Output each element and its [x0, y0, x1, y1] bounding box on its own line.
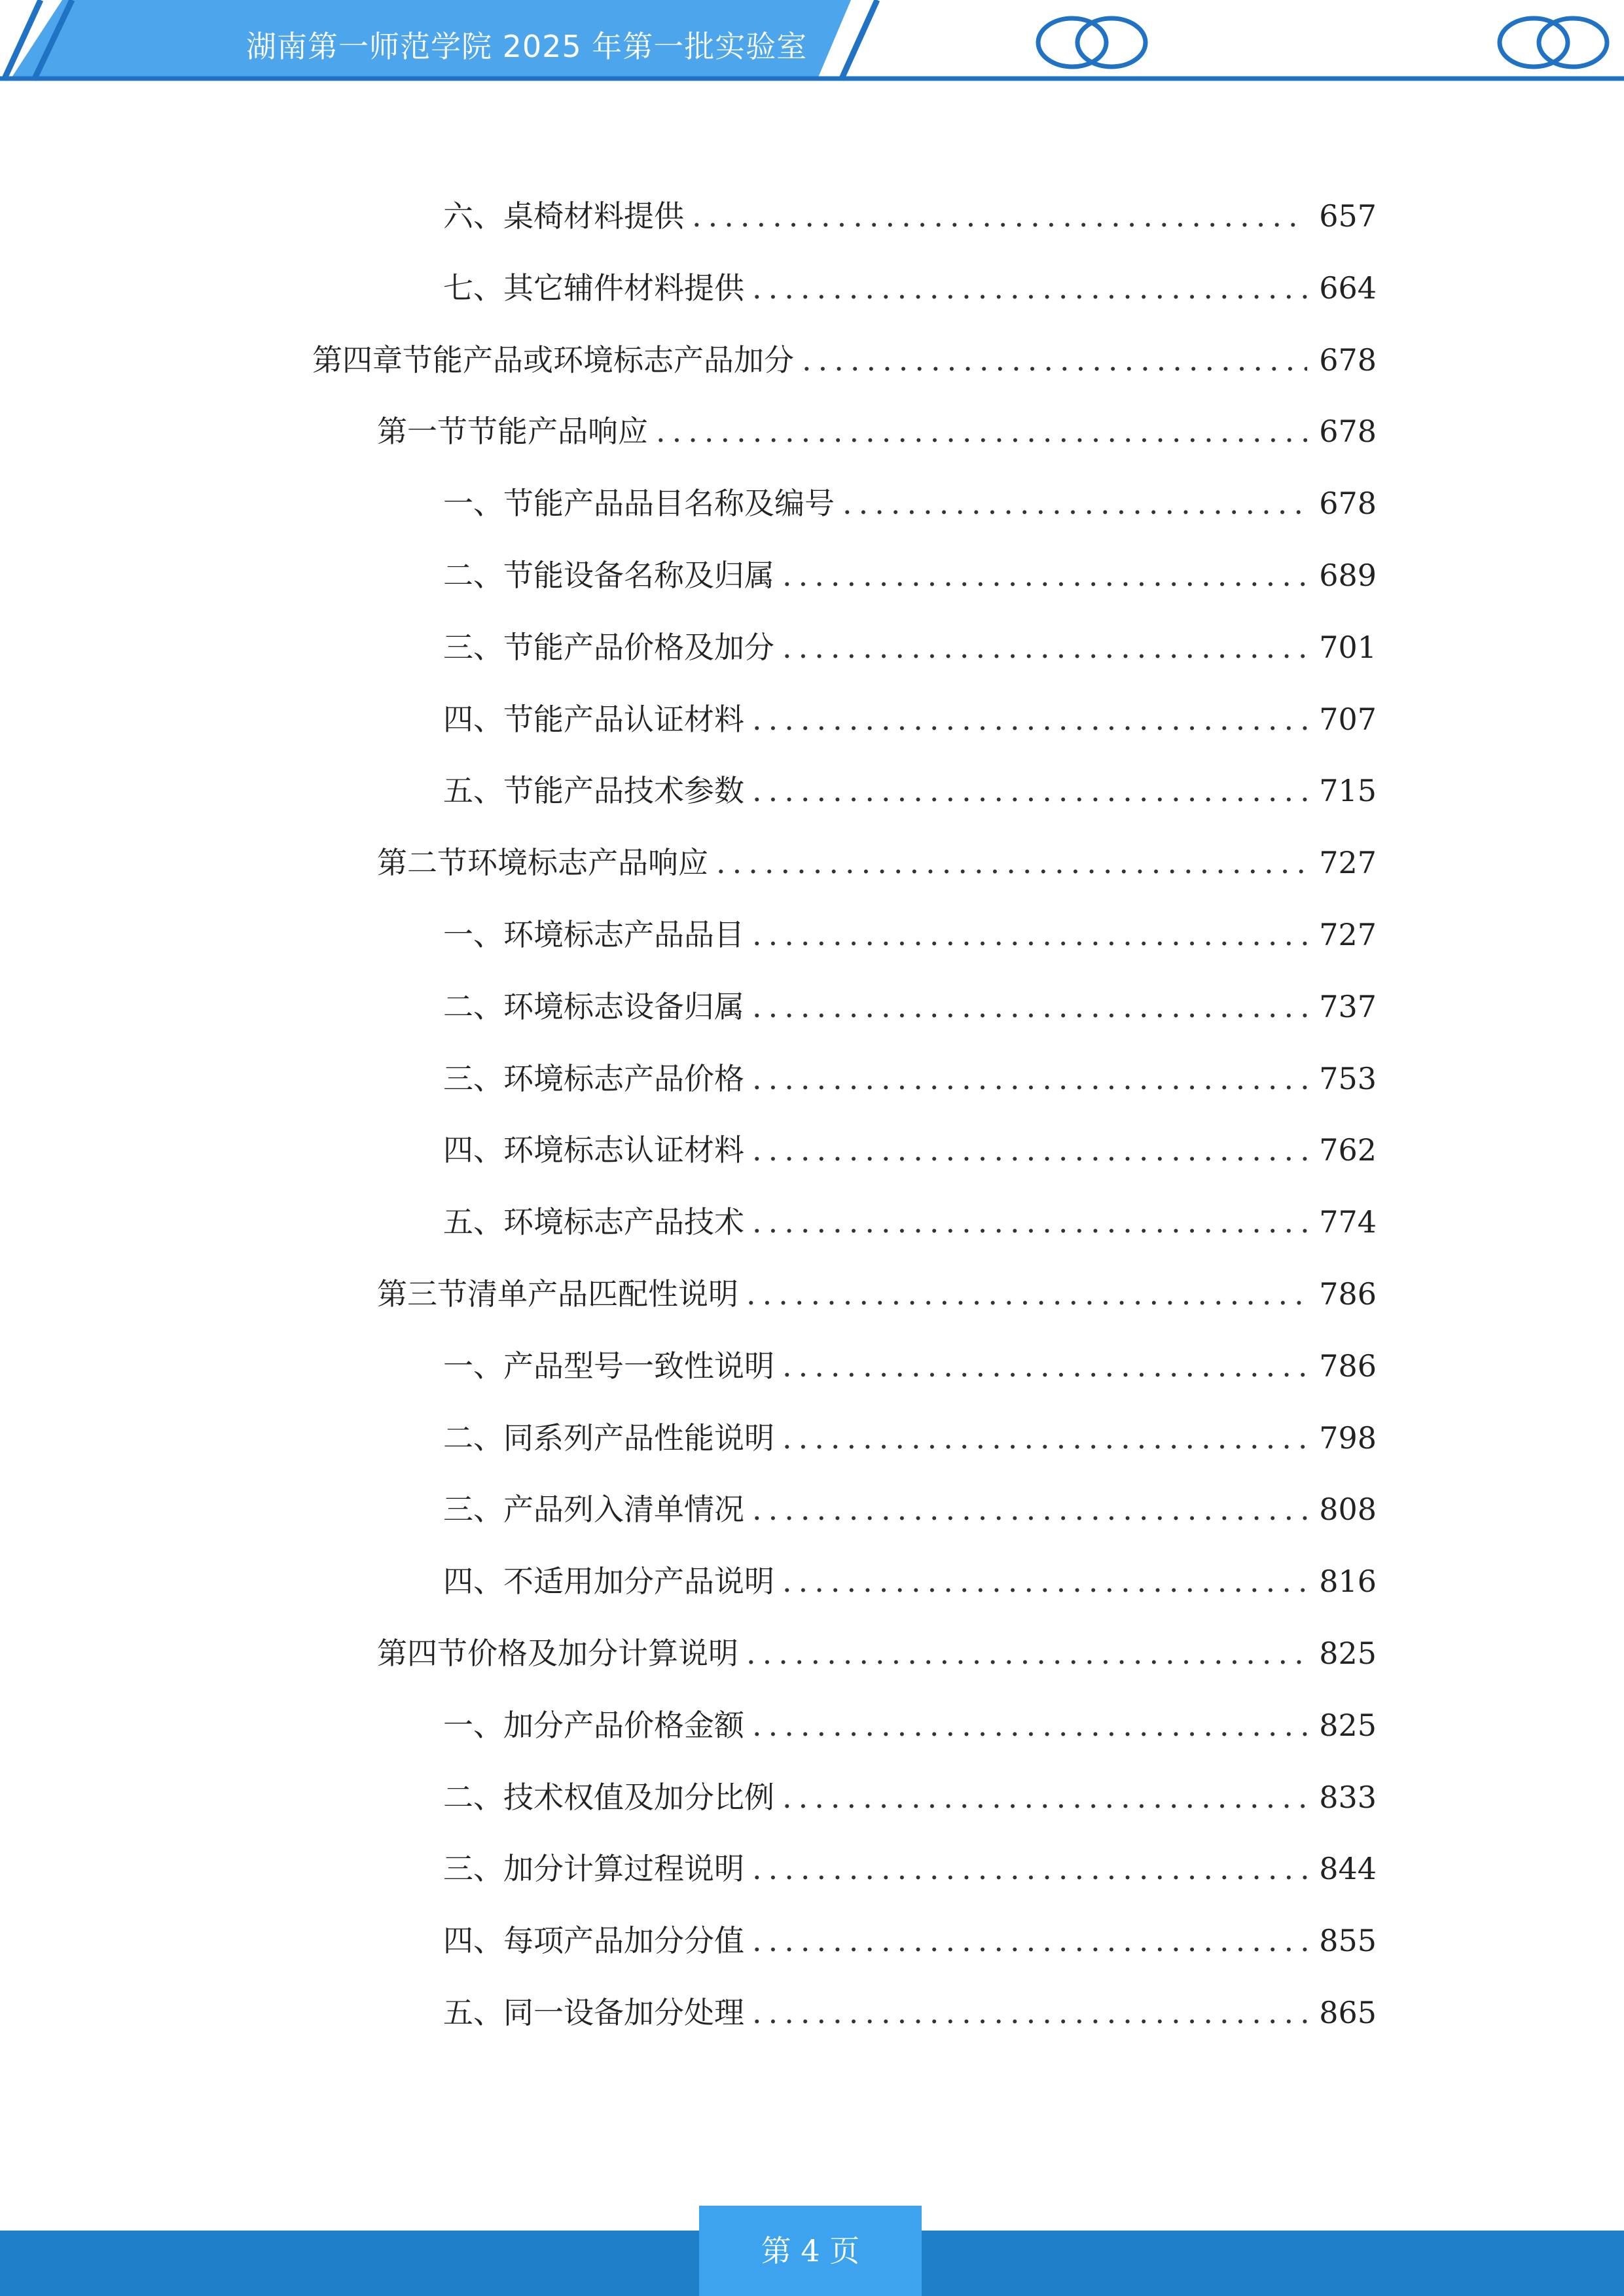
toc-entry-title: 技术权值及加分比例: [503, 1780, 774, 1815]
toc-entry-page: 865: [1319, 1995, 1377, 2030]
toc-entry-page: 774: [1319, 1204, 1377, 1240]
toc-dot-leader: [782, 1412, 1307, 1464]
toc-dot-leader: [752, 1483, 1307, 1535]
toc-entry[interactable]: [443, 1483, 1377, 1535]
toc-entry-page: 753: [1319, 1061, 1377, 1096]
toc-dot-leader: [752, 1124, 1307, 1176]
toc-entry-title: 桌椅材料提供: [503, 198, 684, 234]
toc-dot-leader: [752, 980, 1307, 1033]
toc-entry-title: 节能设备名称及归属: [503, 558, 774, 593]
toc-entry-number: 四、: [443, 1132, 503, 1168]
toc-entry-number: 四、: [443, 1923, 503, 1958]
toc-entry-number: 第二节: [377, 845, 467, 880]
toc-entry-title: 环境标志产品技术: [503, 1204, 744, 1240]
toc-entry[interactable]: [443, 908, 1377, 961]
toc-entry[interactable]: [377, 1268, 1377, 1320]
toc-entry[interactable]: [443, 190, 1377, 242]
toc-entry-title: 节能产品认证材料: [503, 702, 744, 737]
toc-entry[interactable]: [443, 621, 1377, 673]
toc-entry-page: 786: [1319, 1276, 1377, 1312]
toc-entry-number: 五、: [443, 1995, 503, 2030]
toc-entry-page: 833: [1319, 1780, 1377, 1815]
toc-entry-page: 808: [1319, 1492, 1377, 1527]
toc-dot-leader: [802, 334, 1307, 386]
toc-entry-page: 737: [1319, 989, 1377, 1024]
toc-entry-number: 四、: [443, 1564, 503, 1599]
toc-entry-number: 一、: [443, 917, 503, 952]
toc-entry-page: 678: [1319, 342, 1377, 378]
toc-entry-page: 816: [1319, 1564, 1377, 1599]
toc-entry-number: 第三节: [377, 1276, 467, 1312]
toc-entry-page: 715: [1319, 773, 1377, 808]
toc-entry-title: 其它辅件材料提供: [503, 270, 744, 306]
toc-entry-page: 689: [1319, 558, 1377, 593]
toc-dot-leader: [692, 190, 1307, 242]
toc-dot-leader: [716, 836, 1307, 889]
toc-entry-title: 节能产品价格及加分: [503, 630, 774, 665]
toc-entry-page: 844: [1319, 1851, 1377, 1886]
toc-entry-page: 727: [1319, 917, 1377, 952]
toc-dot-leader: [782, 621, 1307, 673]
toc-entry[interactable]: [443, 1340, 1377, 1392]
toc-entry-title: 节能产品响应: [467, 414, 648, 449]
toc-dot-leader: [782, 1771, 1307, 1823]
toc-entry-title: 不适用加分产品说明: [503, 1564, 774, 1599]
toc-entry-page: 678: [1319, 414, 1377, 449]
toc-entry-number: 三、: [443, 630, 503, 665]
toc-entry-number: 二、: [443, 1780, 503, 1815]
toc-entry[interactable]: [443, 1986, 1377, 2039]
toc-entry-number: 四、: [443, 702, 503, 737]
toc-entry-page: 825: [1319, 1636, 1377, 1671]
toc-entry-page: 707: [1319, 702, 1377, 737]
toc-entry[interactable]: [443, 1699, 1377, 1751]
toc-entry-title: 环境标志产品价格: [503, 1061, 744, 1096]
toc-entry[interactable]: [443, 549, 1377, 601]
toc-entry-number: 七、: [443, 270, 503, 306]
toc-dot-leader: [752, 1986, 1307, 2039]
toc-entry[interactable]: [443, 262, 1377, 314]
toc-dot-leader: [656, 405, 1307, 457]
toc-entry[interactable]: [443, 1914, 1377, 1967]
toc-entry[interactable]: [377, 836, 1377, 889]
toc-entry-number: 三、: [443, 1061, 503, 1096]
toc-entry-title: 产品型号一致性说明: [503, 1348, 774, 1384]
toc-dot-leader: [752, 693, 1307, 745]
toc-entry-page: 727: [1319, 845, 1377, 880]
toc-entry-page: 678: [1319, 486, 1377, 521]
toc-entry-number: 一、: [443, 486, 503, 521]
toc-entry-page: 786: [1319, 1348, 1377, 1384]
toc-dot-leader: [746, 1268, 1307, 1320]
toc-entry-page: 664: [1319, 270, 1377, 306]
toc-entry[interactable]: [443, 980, 1377, 1033]
toc-entry[interactable]: [443, 1196, 1377, 1248]
toc-entry[interactable]: [443, 1771, 1377, 1823]
toc-entry-page: 657: [1319, 198, 1377, 234]
toc-dot-leader: [752, 262, 1307, 314]
toc-entry-title: 环境标志产品品目: [503, 917, 744, 952]
toc-dot-leader: [782, 1340, 1307, 1392]
toc-entry-number: 六、: [443, 198, 503, 234]
page-header: [0, 0, 1624, 85]
header-rings-icon: [1034, 14, 1152, 71]
toc-entry-title: 加分产品价格金额: [503, 1708, 744, 1743]
toc-entry-title: 环境标志认证材料: [503, 1132, 744, 1168]
toc-entry-title: 环境标志产品响应: [467, 845, 708, 880]
page-number: 第 4 页: [699, 2206, 922, 2296]
toc-entry-title: 加分计算过程说明: [503, 1851, 744, 1886]
toc-entry-page: 798: [1319, 1420, 1377, 1456]
toc-entry-number: 五、: [443, 1204, 503, 1240]
toc-entry-title: 节能产品技术参数: [503, 773, 744, 808]
toc-entry[interactable]: [443, 1555, 1377, 1607]
toc-entry-number: 第一节: [377, 414, 467, 449]
toc-entry-title: 每项产品加分分值: [503, 1923, 744, 1958]
toc-dot-leader: [752, 1052, 1307, 1105]
header-title: 湖南第一师范学院 2025 年第一批实验室: [246, 29, 808, 64]
toc-entry[interactable]: [377, 405, 1377, 457]
toc-entry-page: 825: [1319, 1708, 1377, 1743]
toc-dot-leader: [752, 1196, 1307, 1248]
toc-entry-page: 701: [1319, 630, 1377, 665]
header-rings-icon-right: [1496, 14, 1614, 71]
toc-entry-title: 清单产品匹配性说明: [467, 1276, 738, 1312]
toc-entry[interactable]: [443, 1124, 1377, 1176]
toc-entry[interactable]: [443, 477, 1377, 529]
toc-dot-leader: [752, 1842, 1307, 1895]
toc-dot-leader: [782, 1555, 1307, 1607]
toc-dot-leader: [782, 549, 1307, 601]
toc-entry-title: 价格及加分计算说明: [467, 1636, 738, 1671]
toc-entry-page: 855: [1319, 1923, 1377, 1958]
toc-entry[interactable]: [443, 693, 1377, 745]
toc-entry-page: 762: [1319, 1132, 1377, 1168]
toc-entry-title: 产品列入清单情况: [503, 1492, 744, 1527]
toc-entry-title: 同系列产品性能说明: [503, 1420, 774, 1456]
toc-entry-title: 节能产品或环境标志产品加分: [403, 342, 794, 378]
toc-entry-number: 一、: [443, 1348, 503, 1384]
toc-entry-number: 五、: [443, 773, 503, 808]
toc-dot-leader: [752, 764, 1307, 817]
toc-entry-number: 第四章: [312, 342, 403, 378]
toc-entry-title: 环境标志设备归属: [503, 989, 744, 1024]
toc-entry-number: 三、: [443, 1851, 503, 1886]
toc-entry-number: 一、: [443, 1708, 503, 1743]
toc-dot-leader: [842, 477, 1307, 529]
toc-dot-leader: [746, 1627, 1307, 1679]
toc-entry-title: 同一设备加分处理: [503, 1995, 744, 2030]
toc-entry[interactable]: [443, 1412, 1377, 1464]
toc-entry[interactable]: [443, 1052, 1377, 1105]
toc-entry-title: 节能产品品目名称及编号: [503, 486, 835, 521]
toc-entry[interactable]: [443, 764, 1377, 817]
toc-entry-number: 二、: [443, 989, 503, 1024]
toc-entry-number: 第四节: [377, 1636, 467, 1671]
toc-entry[interactable]: [443, 1842, 1377, 1895]
toc-dot-leader: [752, 1699, 1307, 1751]
toc-entry-number: 二、: [443, 1420, 503, 1456]
toc-entry-number: 二、: [443, 558, 503, 593]
toc-entry[interactable]: [312, 334, 1377, 386]
toc-entry-number: 三、: [443, 1492, 503, 1527]
toc-entry[interactable]: [377, 1627, 1377, 1679]
toc-dot-leader: [752, 1914, 1307, 1967]
toc-dot-leader: [752, 908, 1307, 961]
